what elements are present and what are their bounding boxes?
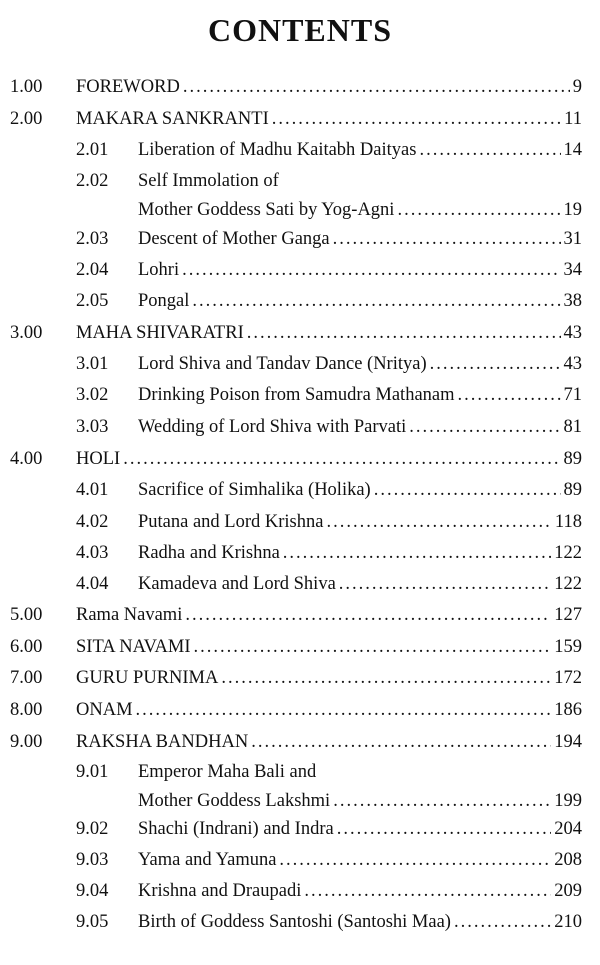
toc-entry-label: Mother Goddess Lakshmi [138,791,331,811]
dot-leader [221,667,551,689]
toc-entry-page: 43 [563,354,582,374]
dot-leader [185,604,551,626]
toc-entry-page: 122 [554,574,582,594]
toc-entry-page: 43 [563,323,582,343]
toc-entry-label: Sacrifice of Simhalika (Holika) [138,480,371,500]
toc-entry-page: 34 [563,260,582,280]
toc-entry-label: ONAM [76,700,133,720]
toc-entry-number: 2.05 [76,291,109,311]
toc-entry-page: 122 [554,543,582,563]
toc-entry-page: 118 [554,512,582,532]
toc-entry-label: Putana and Lord Krishna [138,512,324,532]
toc-entry-number: 6.00 [10,637,43,657]
toc-entry-label: Yama and Yamuna [138,850,277,870]
toc-entry-label: GURU PURNIMA [76,668,219,688]
toc-entry-page: 204 [554,819,582,839]
toc-entry-page: 89 [563,449,582,469]
toc-entry-page: 11 [564,109,582,129]
toc-entry-number: 7.00 [10,668,43,688]
toc-entry-page: 194 [554,732,582,752]
toc-entry-label: Lord Shiva and Tandav Dance (Nritya) [138,354,427,374]
dot-leader [419,139,560,161]
toc-entry-number: 2.01 [76,140,109,160]
toc-entry-number: 4.01 [76,480,109,500]
toc-entry-label: MAKARA SANKRANTI [76,109,269,129]
toc-entry-page: 127 [554,605,582,625]
toc-entry-number: 3.03 [76,417,109,437]
toc-entry-label: Drinking Poison from Samudra Mathanam [138,385,455,405]
dot-leader [251,731,551,753]
toc-entry-number: 4.03 [76,543,109,563]
toc-entry-label: RAKSHA BANDHAN [76,732,249,752]
toc-entry-number: 2.04 [76,260,109,280]
toc-entry-page: 38 [563,291,582,311]
toc-entry-page: 209 [554,881,582,901]
toc-entry-number: 2.00 [10,109,43,129]
toc-entry-number: 2.03 [76,229,109,249]
toc-entry-label: Mother Goddess Sati by Yog-Agni [138,200,395,220]
dot-leader [192,290,560,312]
toc-entry-label: Liberation of Madhu Kaitabh Daityas [138,140,417,160]
dot-leader [409,416,560,438]
toc-entry-label: Lohri [138,260,180,280]
toc-entry-label: Shachi (Indrani) and Indra [138,819,334,839]
dot-leader [454,911,551,933]
dot-leader [136,699,552,721]
toc-entry-page: 89 [563,480,582,500]
dot-leader [339,573,551,595]
toc-entry-number: 9.05 [76,912,109,932]
dot-leader [247,322,561,344]
toc-entry-page: 208 [554,850,582,870]
dot-leader [194,636,552,658]
toc-entry-label: Wedding of Lord Shiva with Parvati [138,417,407,437]
toc-entry-page: 71 [563,385,582,405]
toc-entry-page: 172 [554,668,582,688]
toc-entry-label: Pongal [138,291,190,311]
toc-entry-label: Birth of Goddess Santoshi (Santoshi Maa) [138,912,451,932]
dot-leader [458,384,561,406]
toc-entry-number: 9.04 [76,881,109,901]
toc-entry-label: MAHA SHIVARATRI [76,323,244,343]
toc-entry-number: 9.01 [76,762,109,782]
toc-entry-label-line1: Self Immolation of [138,171,279,191]
dot-leader [397,199,560,221]
dot-leader [183,76,570,98]
dot-leader [279,849,551,871]
toc-entry-page: 19 [563,200,582,220]
toc-entry-number: 4.00 [10,449,43,469]
dot-leader [333,790,551,812]
toc-entry-number: 9.03 [76,850,109,870]
toc-entry-number: 1.00 [10,77,43,97]
toc-entry-label: Radha and Krishna [138,543,280,563]
toc-entry-number: 8.00 [10,700,43,720]
toc-entry-number: 4.02 [76,512,109,532]
toc-entry-number: 2.02 [76,171,109,191]
toc-entry-label: Descent of Mother Ganga [138,229,330,249]
toc-entry-page: 186 [554,700,582,720]
page-title: CONTENTS [207,12,393,48]
dot-leader [182,259,560,281]
toc-entry-number: 9.00 [10,732,43,752]
dot-leader [283,542,551,564]
toc-entry-number: 4.04 [76,574,109,594]
dot-leader [430,353,561,375]
toc-entry-label: SITA NAVAMI [76,637,191,657]
toc-entry-page: 81 [563,417,582,437]
toc-entry-page: 199 [554,791,582,811]
toc-entry-label: Krishna and Draupadi [138,881,302,901]
dot-leader [374,479,561,501]
toc-entry-label: FOREWORD [76,77,180,97]
dot-leader [304,880,551,902]
dot-leader [272,108,561,130]
toc-entry-number: 5.00 [10,605,43,625]
toc-entry-label: Kamadeva and Lord Shiva [138,574,336,594]
toc-entry-page: 210 [554,912,582,932]
toc-entry-number: 3.01 [76,354,109,374]
toc-entry-label-line1: Emperor Maha Bali and [138,762,317,782]
toc-entry-page: 159 [554,637,582,657]
toc-entry-number: 3.02 [76,385,109,405]
dot-leader [326,511,551,533]
toc-entry-page: 31 [563,229,582,249]
toc-entry-label: HOLI [76,449,121,469]
toc-entry-page: 9 [572,77,582,97]
toc-entry-page: 14 [563,140,582,160]
toc-entry-number: 3.00 [10,323,43,343]
dot-leader [337,818,552,840]
toc-entry-number: 9.02 [76,819,109,839]
dot-leader [333,228,561,250]
dot-leader [123,448,560,470]
toc-entry-label: Rama Navami [76,605,183,625]
